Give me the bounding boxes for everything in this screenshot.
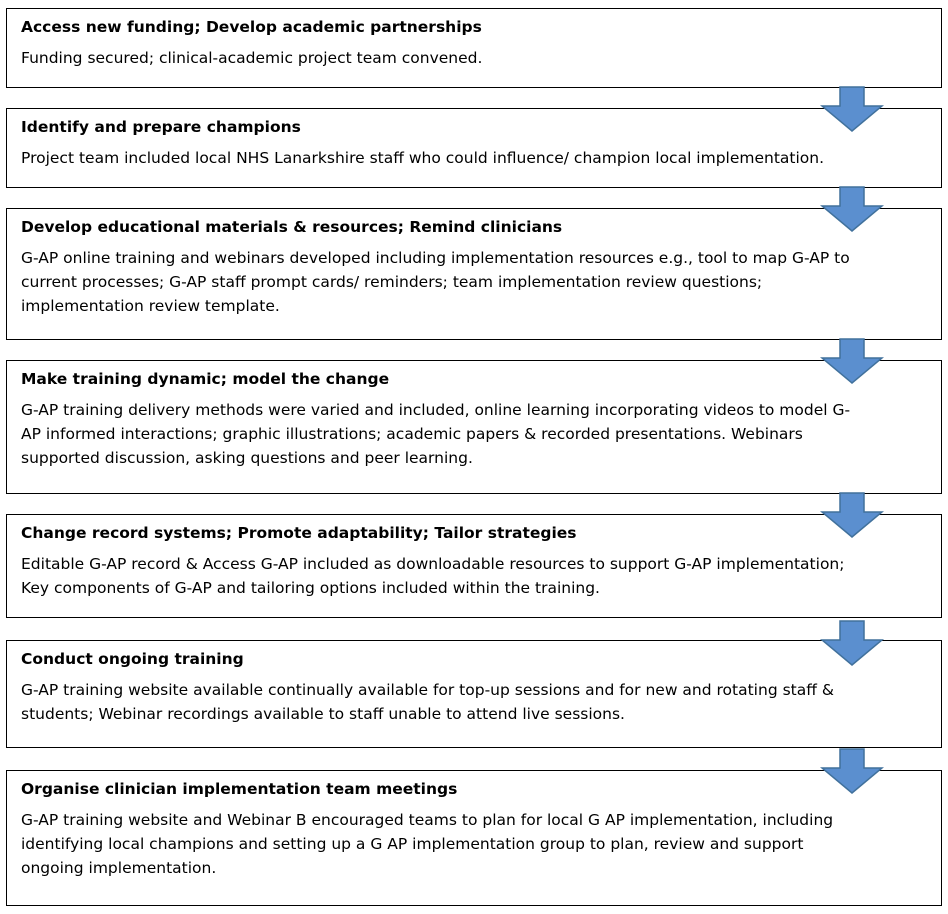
step-description bbox=[21, 398, 927, 470]
down-arrow-icon bbox=[820, 86, 884, 132]
step-description-line: Project team included local NHS Lanarkshire staff who could influence/ champion local implementation. bbox=[21, 149, 825, 167]
step-description-line: G-AP training website available continually available for top-up sessions and for new and rotating staff & bbox=[21, 681, 834, 699]
step-title: Identify and prepare champions bbox=[21, 118, 301, 136]
step-description-line: identifying local champions and setting up a G AP implementation group to plan, review and support bbox=[21, 835, 804, 853]
step-box-team-meetings bbox=[6, 770, 942, 906]
step-description-line: ongoing implementation. bbox=[21, 859, 217, 877]
step-box-funding bbox=[6, 8, 942, 88]
step-description-line: Funding secured; clinical-academic project team convened. bbox=[21, 49, 483, 67]
step-description-line: G-AP training website and Webinar B encouraged teams to plan for local G AP implementation, including bbox=[21, 811, 834, 829]
step-box-record-systems bbox=[6, 514, 942, 618]
down-arrow-icon bbox=[820, 492, 884, 538]
step-description-line: implementation review template. bbox=[21, 297, 280, 315]
down-arrow-icon bbox=[820, 748, 884, 794]
step-description-line: supported discussion, asking questions and peer learning. bbox=[21, 449, 473, 467]
step-description bbox=[21, 678, 927, 726]
step-description-line: Key components of G-AP and tailoring options included within the training. bbox=[21, 579, 600, 597]
down-arrow-icon bbox=[820, 620, 884, 666]
step-box-champions bbox=[6, 108, 942, 188]
step-description-line: G-AP training delivery methods were varied and included, online learning incorporating videos to model G- bbox=[21, 401, 851, 419]
down-arrow-icon bbox=[820, 186, 884, 232]
step-description-line: G-AP online training and webinars developed including implementation resources e.g., tool to map G-AP to bbox=[21, 249, 850, 267]
step-description bbox=[21, 46, 927, 70]
step-box-dynamic-training bbox=[6, 360, 942, 494]
step-description bbox=[21, 552, 927, 600]
step-title: Make training dynamic; model the change bbox=[21, 370, 390, 388]
step-title: Change record systems; Promote adaptability; Tailor strategies bbox=[21, 524, 577, 542]
step-description-line: Editable G-AP record & Access G-AP included as downloadable resources to support G-AP implementation; bbox=[21, 555, 845, 573]
step-description bbox=[21, 808, 927, 880]
step-title: Access new funding; Develop academic partnerships bbox=[21, 18, 482, 36]
step-description-line: AP informed interactions; graphic illustrations; academic papers & recorded presentations. Webinars bbox=[21, 425, 803, 443]
step-box-ongoing-training bbox=[6, 640, 942, 748]
step-description-line: current processes; G-AP staff prompt cards/ reminders; team implementation review questions; bbox=[21, 273, 763, 291]
step-title: Develop educational materials & resources; Remind clinicians bbox=[21, 218, 563, 236]
step-description bbox=[21, 246, 927, 318]
step-description bbox=[21, 146, 927, 170]
step-title: Conduct ongoing training bbox=[21, 650, 244, 668]
step-description-line: students; Webinar recordings available to staff unable to attend live sessions. bbox=[21, 705, 625, 723]
step-title: Organise clinician implementation team meetings bbox=[21, 780, 458, 798]
step-box-educational-materials bbox=[6, 208, 942, 340]
down-arrow-icon bbox=[820, 338, 884, 384]
